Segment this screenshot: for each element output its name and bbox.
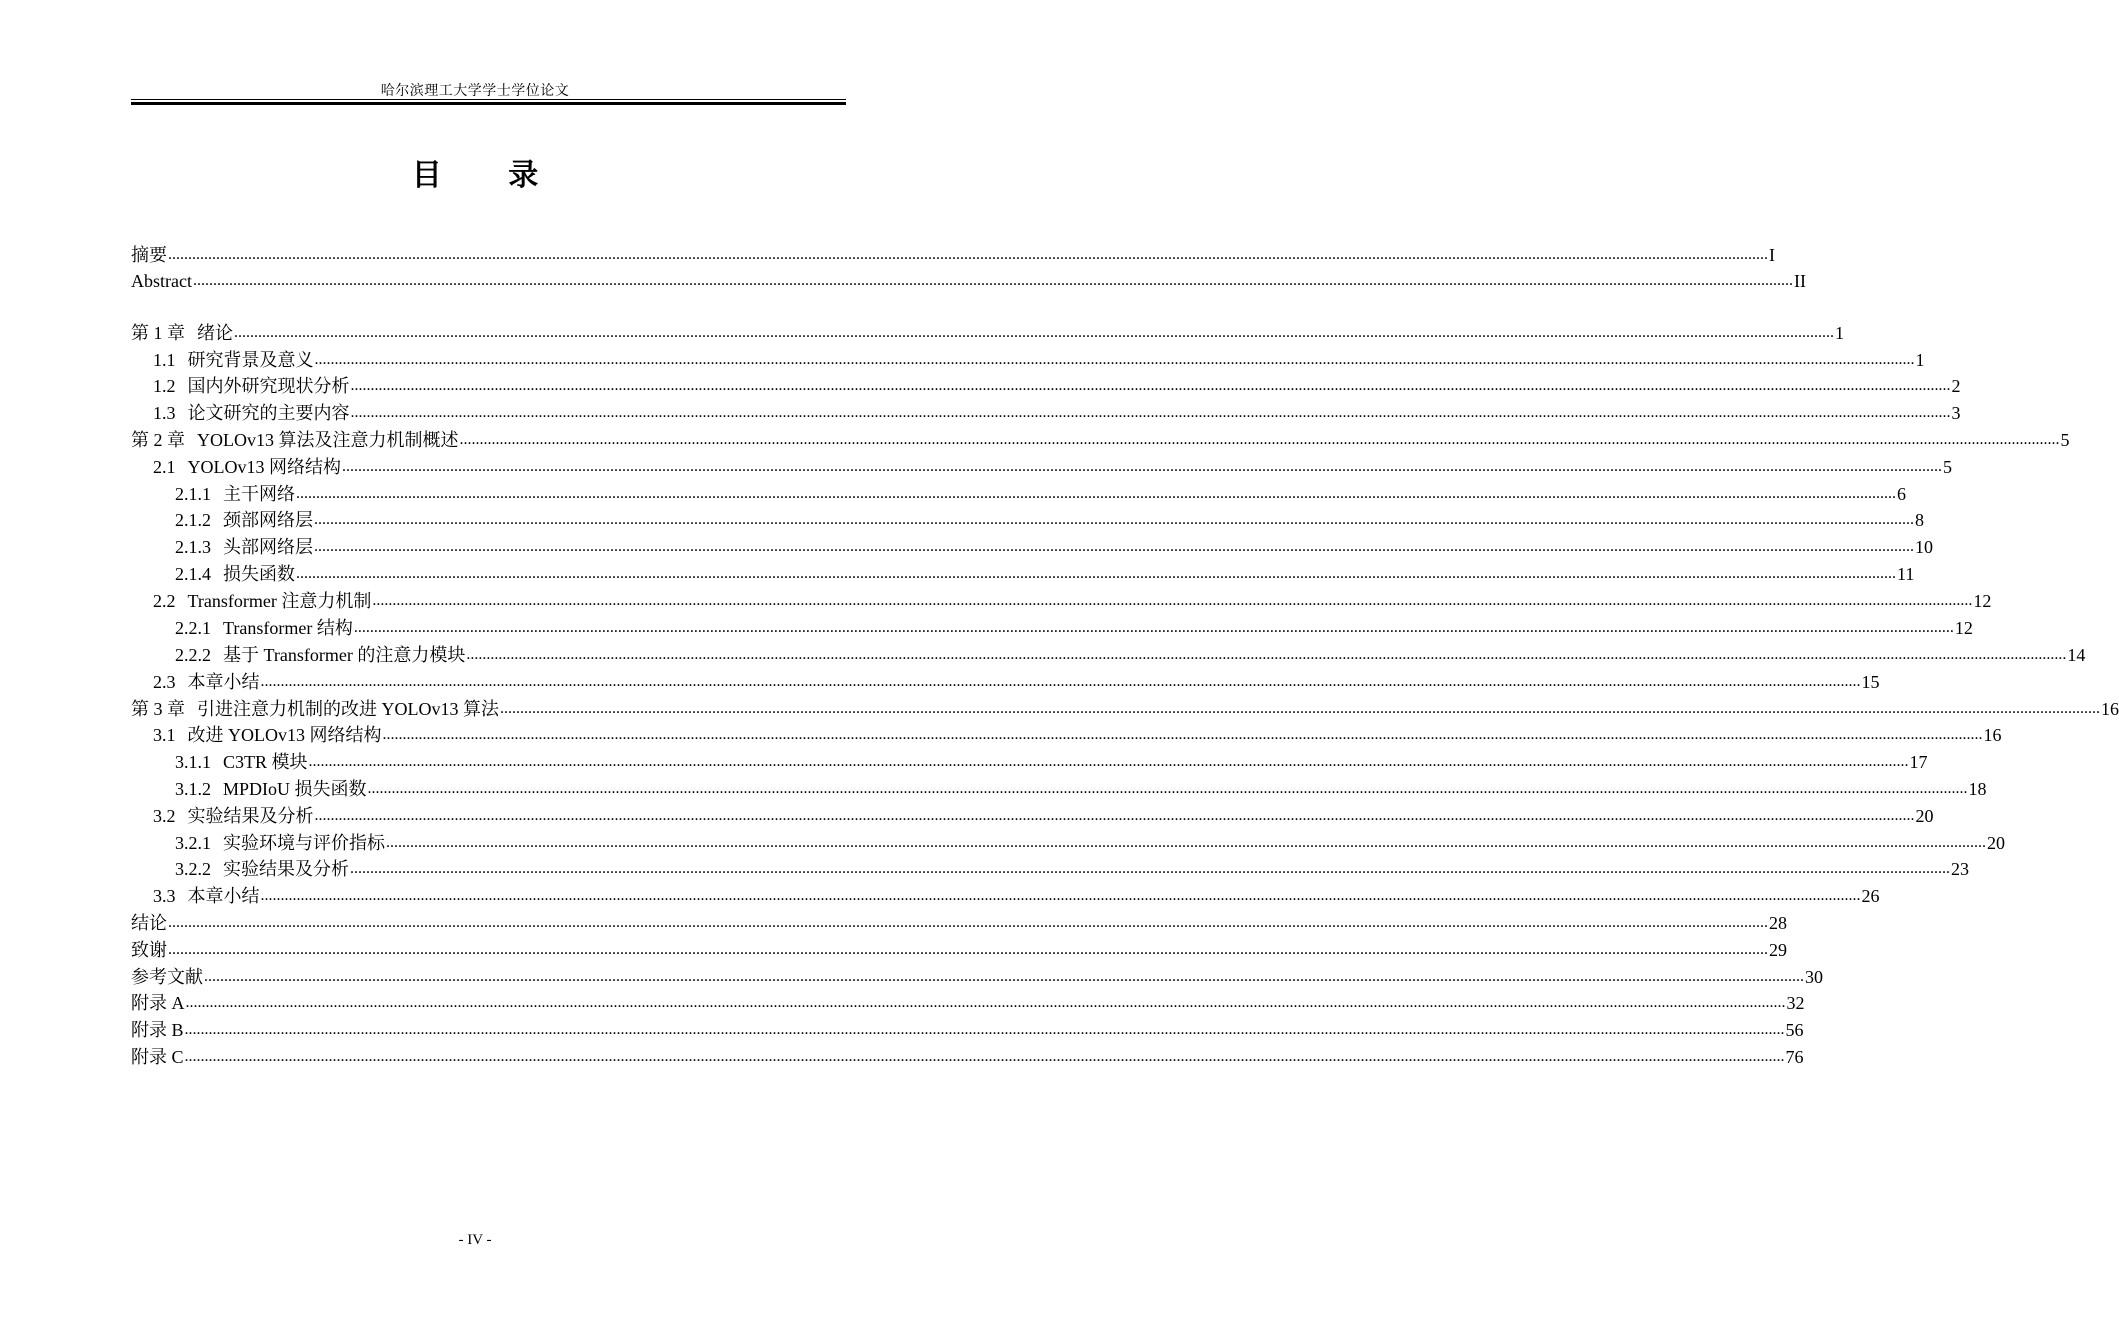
toc-entry-number: 3.3 [153,886,176,906]
toc-entry-text: 本章小结 [187,886,260,906]
toc-entry-text: 实验结果及分析 [187,806,314,826]
toc-entry-number: 第 1 章 [131,323,185,343]
toc-entry-text: 国内外研究现状分析 [187,376,350,396]
toc-entry-subsection[interactable] [131,856,1969,882]
dot-leader: ................................................................................................................................................................................................................................................................................................................................................................................................................ [372,592,1973,609]
dot-leader: ................................................................................................................................................................................................................................................................................................................................................................................................................ [192,272,1793,289]
dot-leader: ................................................................................................................................................................................................................................................................................................................................................................................................................ [350,377,1951,394]
toc-entry-section[interactable] [131,373,1961,399]
toc-entry-number: 3.1.1 [175,752,211,772]
dot-leader: ................................................................................................................................................................................................................................................................................................................................................................................................................ [308,753,1909,770]
dot-leader: ................................................................................................................................................................................................................................................................................................................................................................................................................ [459,431,2060,448]
toc-entry-number: 3.2.1 [175,833,211,853]
toc-entry-page: 16 [1983,725,2002,745]
toc-entry-text: 论文研究的主要内容 [187,403,350,423]
toc-entry-page: 8 [1915,510,1924,530]
toc-entry-references[interactable] [131,964,1823,990]
header-rule [131,99,846,105]
toc-entry-conclusion[interactable] [131,910,1787,936]
toc-entry-number: 3.2 [153,806,176,826]
dot-leader: ................................................................................................................................................................................................................................................................................................................................................................................................................ [296,485,1896,502]
toc-entry-text: Transformer 注意力机制 [187,591,372,611]
header-title: 哈尔滨理工大学学士学位论文 [380,84,570,99]
dot-leader: ................................................................................................................................................................................................................................................................................................................................................................................................................ [185,994,1786,1011]
toc-entry-number: 2.1 [153,457,176,477]
toc-entry-page: 18 [1968,779,1987,799]
toc-entry-subsection[interactable] [131,749,1928,775]
toc-entry-text: 头部网络层 [223,537,313,557]
toc-entry-text: 附录 A [131,993,185,1013]
dot-leader: ................................................................................................................................................................................................................................................................................................................................................................................................................ [184,1048,1785,1065]
toc-entry-number: 1.2 [153,376,176,396]
dot-leader: ................................................................................................................................................................................................................................................................................................................................................................................................................ [260,887,1861,904]
toc-entry-subsection[interactable] [131,776,1987,802]
toc-entry-number: 第 2 章 [131,430,185,450]
toc-entry-page: I [1769,245,1775,265]
dot-leader: ................................................................................................................................................................................................................................................................................................................................................................................................................ [500,700,2100,717]
toc-entry-page: 30 [1805,967,1823,987]
toc-entry-number: 3.1 [153,725,176,745]
toc-entry-text: MPDIoU 损失函数 [223,779,367,799]
toc-entry-text: 基于 Transformer 的注意力模块 [223,645,466,665]
toc-entry-section[interactable] [131,454,1952,480]
toc-entry-subsection[interactable] [131,830,2005,856]
toc-entry-page: 12 [1973,591,1992,611]
dot-leader: ................................................................................................................................................................................................................................................................................................................................................................................................................ [314,351,1915,368]
toc-entry-page: 15 [1861,672,1880,692]
toc-entry-section[interactable] [131,883,1880,909]
toc-entry-number: 2.2.2 [175,645,211,665]
toc-entry-page: 29 [1769,940,1787,960]
toc-entry-number: 2.1.2 [175,510,211,530]
toc-entry-page: 23 [1951,859,1969,879]
toc-entry-text: 结论 [131,913,167,933]
toc-entry-chapter-2[interactable] [131,427,2070,453]
toc-entry-page: 26 [1861,886,1880,906]
dot-leader: ................................................................................................................................................................................................................................................................................................................................................................................................................ [314,538,1914,555]
toc-entry-number: 1.1 [153,350,176,370]
toc-entry-page: 16 [2101,699,2119,719]
toc-entry-number: 2.1.4 [175,564,211,584]
dot-leader: ................................................................................................................................................................................................................................................................................................................................................................................................................ [296,565,1896,582]
dot-leader: ................................................................................................................................................................................................................................................................................................................................................................................................................ [168,246,1768,263]
toc-entry-text: 致谢 [131,940,167,960]
toc-entry-number: 第 3 章 [131,699,185,719]
toc-entry-text: 附录 B [131,1020,184,1040]
toc-entry-text: 绪论 [197,323,233,343]
toc-entry-page: 1 [1915,350,1925,370]
dot-leader: ................................................................................................................................................................................................................................................................................................................................................................................................................ [466,646,2067,663]
toc-entry-text: 实验结果及分析 [223,859,349,879]
toc-entry-text: Transformer 结构 [223,618,353,638]
toc-entry-text: Abstract [131,271,192,291]
toc-entry-text: 引进注意力机制的改进 YOLOv13 算法 [197,699,499,719]
dot-leader: ................................................................................................................................................................................................................................................................................................................................................................................................................ [314,511,1914,528]
toc-entry-number: 2.1.1 [175,484,211,504]
dot-leader: ................................................................................................................................................................................................................................................................................................................................................................................................................ [386,834,1986,851]
toc-entry-number: 3.2.2 [175,859,211,879]
dot-leader: ................................................................................................................................................................................................................................................................................................................................................................................................................ [382,726,1983,743]
toc-entry-page: 5 [1943,457,1952,477]
dot-leader: ................................................................................................................................................................................................................................................................................................................................................................................................................ [260,673,1861,690]
dot-leader: ................................................................................................................................................................................................................................................................................................................................................................................................................ [353,619,1954,636]
toc-entry-text: C3TR 模块 [223,752,308,772]
toc-entry-page: II [1793,271,1806,291]
toc-entry-page: 28 [1769,913,1787,933]
toc-entry-page: 76 [1785,1047,1804,1067]
toc-entry-appendix-c[interactable] [131,1044,1804,1070]
toc-entry-subsection[interactable] [131,615,1973,641]
toc-entry-text: 附录 C [131,1047,184,1067]
toc-entry-number: 3.1.2 [175,779,211,799]
toc-entry-page: 1 [1835,323,1844,343]
toc-entry-text: 本章小结 [187,672,260,692]
toc-entry-appendix-b[interactable] [131,1017,1804,1043]
toc-entry-section[interactable] [131,803,1934,829]
toc-entry-text: 主干网络 [223,484,295,504]
dot-leader: ................................................................................................................................................................................................................................................................................................................................................................................................................ [342,458,1942,475]
toc-entry-number: 1.3 [153,403,176,423]
toc-entry-page: 20 [1987,833,2005,853]
toc-entry-subsection[interactable] [131,561,1915,587]
toc-entry-page: 14 [2067,645,2086,665]
toc-entry-page: 6 [1897,484,1906,504]
toc-entry-page: 11 [1897,564,1915,584]
toc-entry-abstract-en[interactable] [131,268,1806,294]
dot-leader: ................................................................................................................................................................................................................................................................................................................................................................................................................ [367,780,1968,797]
toc-entry-page: 20 [1915,806,1934,826]
toc-entry-text: 实验环境与评价指标 [223,833,385,853]
toc-entry-subsection[interactable] [131,507,1924,533]
dot-leader: ................................................................................................................................................................................................................................................................................................................................................................................................................ [184,1021,1785,1038]
toc-entry-abstract-cn[interactable] [131,242,1775,268]
page-number: - IV - [458,1232,492,1248]
toc-entry-chapter-3[interactable] [131,696,2119,722]
dot-leader: ................................................................................................................................................................................................................................................................................................................................................................................................................ [204,968,1804,985]
toc-entry-subsection[interactable] [131,642,2086,668]
toc-entry-acknowledgements[interactable] [131,937,1787,963]
toc-entry-section[interactable] [131,347,1925,373]
toc-entry-page: 12 [1954,618,1973,638]
toc-entry-text: 损失函数 [223,564,295,584]
toc-entry-subsection[interactable] [131,481,1906,507]
toc-entry-page: 3 [1951,403,1961,423]
toc-entry-number: 2.1.3 [175,537,211,557]
toc-entry-section[interactable] [131,588,1992,614]
toc-entry-chapter-1[interactable] [131,320,1844,346]
toc-entry-page: 2 [1951,376,1961,396]
toc-entry-number: 2.3 [153,672,176,692]
dot-leader: ................................................................................................................................................................................................................................................................................................................................................................................................................ [350,860,1950,877]
toc-entry-text: 摘要 [131,245,167,265]
toc-entry-subsection[interactable] [131,534,1933,560]
toc-entry-number: 2.2.1 [175,618,211,638]
dot-leader: ................................................................................................................................................................................................................................................................................................................................................................................................................ [168,914,1768,931]
toc-entry-text: 颈部网络层 [223,510,313,530]
toc-entry-page: 5 [2060,430,2070,450]
toc-entry-page: 56 [1785,1020,1804,1040]
toc-entry-page: 17 [1909,752,1928,772]
toc-title: 目 录 [411,158,567,193]
dot-leader: ................................................................................................................................................................................................................................................................................................................................................................................................................ [314,807,1915,824]
toc-entry-text: 改进 YOLOv13 网络结构 [187,725,382,745]
toc-entry-page: 32 [1786,993,1805,1013]
toc-entry-section[interactable] [131,669,1880,695]
toc-entry-text: YOLOv13 算法及注意力机制概述 [197,430,459,450]
toc-entry-section[interactable] [131,722,2002,748]
dot-leader: ................................................................................................................................................................................................................................................................................................................................................................................................................ [350,404,1951,421]
toc-entry-text: YOLOv13 网络结构 [187,457,341,477]
toc-entry-section[interactable] [131,400,1961,426]
dot-leader: ................................................................................................................................................................................................................................................................................................................................................................................................................ [168,941,1768,958]
toc-entry-text: 参考文献 [131,967,203,987]
toc-entry-text: 研究背景及意义 [187,350,314,370]
dot-leader: ................................................................................................................................................................................................................................................................................................................................................................................................................ [234,324,1834,341]
toc-entry-appendix-a[interactable] [131,990,1805,1016]
toc-entry-number: 2.2 [153,591,176,611]
toc-entry-page: 10 [1915,537,1933,557]
